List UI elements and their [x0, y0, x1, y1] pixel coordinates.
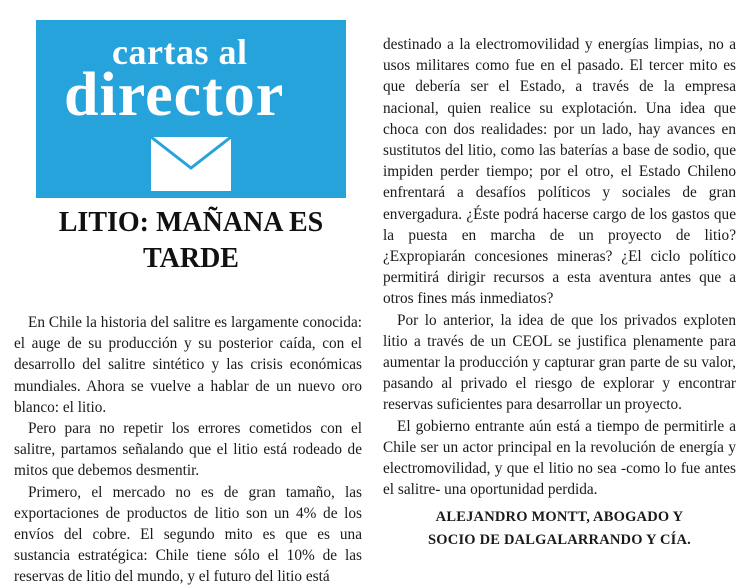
banner-title-line2: director	[64, 61, 285, 129]
banner-title-line1: cartas al	[112, 32, 248, 72]
article-paragraph: En Chile la historia del salitre es largamente conocida: el auge de su producción y su posterior caída, con el desarrollo del salitre sintético y las crisis económicas mundiales. Ahora se vuelve a hablar de un nuevo oro blanco: el litio.	[14, 314, 362, 416]
article-paragraph: Por lo anterior, la idea de que los privados exploten litio a través de un CEOL se justifica plenamente para aumentar la producción y capturar gran parte de su valor, pasando al privado el riesgo de explorar y encontrar reservas suficientes para desarrollar un proyecto.	[383, 311, 736, 414]
article-headline: LITIO: MAÑANA ES TARDE	[58, 207, 324, 274]
signature-line: ALEJANDRO MONTT, ABOGADO Y	[435, 509, 684, 526]
article-column-right	[383, 34, 736, 552]
article-paragraph: Pero para no repetir los errores cometidos con el salitre, partamos señalando que el litio está rodeado de mitos que debemos desmentir.	[14, 420, 362, 480]
article-paragraph: Primero, el mercado no es de gran tamaño, las exportaciones de productos de litio son un 4% de los envíos del cobre. El segundo mito es que es una sustancia estratégica: Chile tiene sólo el 10% de las reservas de litio del mundo, y el futuro del litio está	[14, 483, 362, 586]
article-column-left	[14, 312, 362, 588]
cartas-al-director-banner	[36, 20, 346, 198]
article-signature	[383, 506, 736, 552]
article-paragraph: destinado a la electromovilidad y energías limpias, no a usos militares como fue en el pasado. El tercer mito es que debería ser el Estado, a través de la empresa nacional, quien realice su explotación. Una idea que choca con dos realidades: por un lado, hay avances en sustitutos del litio, como las baterías a base de sodio, que impiden perder tiempo; por el otro, el Estado Chileno enfrentará a desafíos políticos y sociales de gran envergadura. ¿Éste podrá hacerse cargo de los gastos que la puesta en marcha de un proyecto de litio? ¿Expropiarán concesiones mineras? ¿El ciclo político permitirá dirigir recursos a esta aventura antes que a otros fines más inmediatos?	[383, 36, 736, 308]
article-paragraph: El gobierno entrante aún está a tiempo de permitirle a Chile ser un actor principal en la revolución de energía y electromovilidad, y que el litio no sea -como lo fue antes el salitre- una oportunidad perdida.	[383, 417, 736, 499]
signature-line: SOCIO DE DALGALARRANDO Y CÍA.	[428, 532, 691, 549]
envelope-icon	[150, 136, 232, 192]
